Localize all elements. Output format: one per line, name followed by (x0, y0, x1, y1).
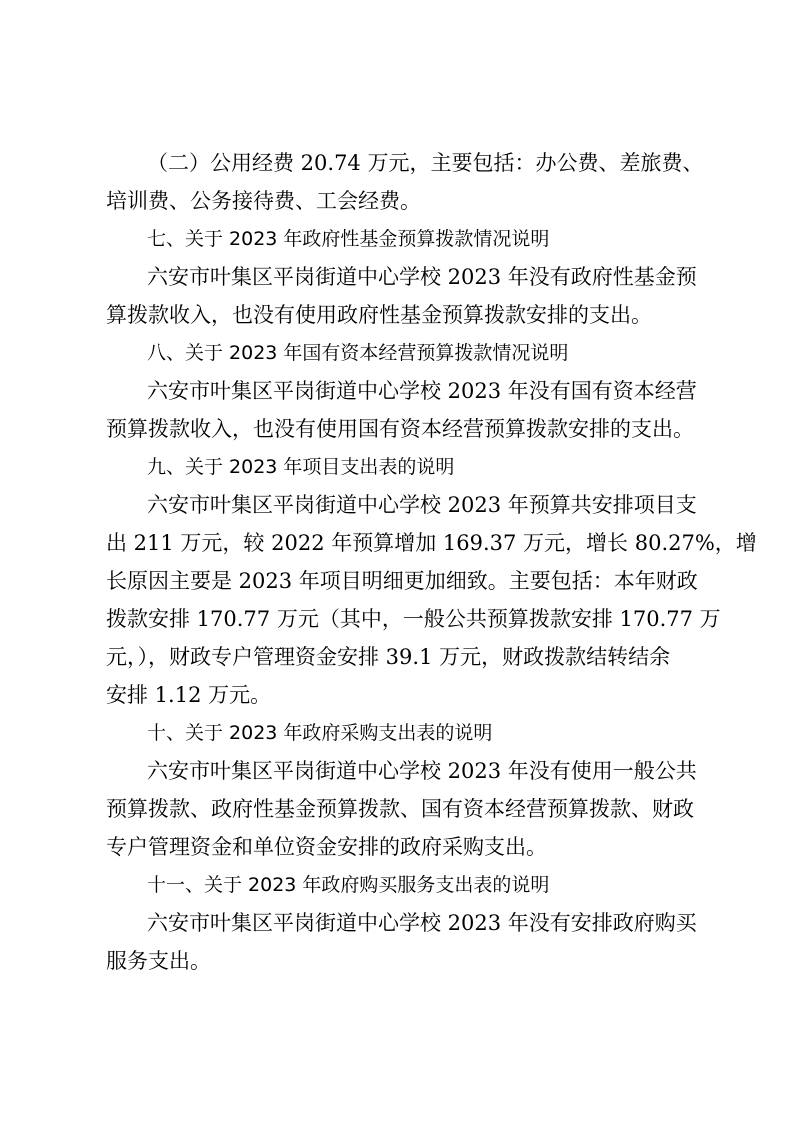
section-heading: 七、关于 2023 年政府性基金预算拨款情况说明 (147, 228, 550, 250)
paragraph-line: 六安市叶集区平岗街道中心学校 2023 年没有安排政府购买 (147, 911, 697, 935)
paragraph-line: （二）公用经费 20.74 万元，主要包括：办公费、差旅费、 (147, 151, 704, 175)
section-heading: 八、关于 2023 年国有资本经营预算拨款情况说明 (147, 342, 569, 364)
paragraph-line: 算拨款收入，也没有使用政府性基金预算拨款安排的支出。 (106, 303, 652, 327)
paragraph-line: 安排 1.12 万元。 (106, 683, 272, 707)
paragraph-line: 预算拨款收入，也没有使用国有资本经营预算拨款安排的支出。 (106, 417, 694, 441)
paragraph-line: 预算拨款、政府性基金预算拨款、国有资本经营预算拨款、财政 (106, 797, 694, 821)
section-heading: 十一、关于 2023 年政府购买服务支出表的说明 (147, 874, 550, 896)
section-heading: 九、关于 2023 年项目支出表的说明 (147, 456, 455, 478)
paragraph-line: 元，），财政专户管理资金安排 39.1 万元，财政拨款结转结余 (106, 645, 671, 669)
paragraph-line: 六安市叶集区平岗街道中心学校 2023 年没有国有资本经营 (147, 379, 697, 403)
paragraph-line: 六安市叶集区平岗街道中心学校 2023 年没有政府性基金预 (147, 265, 697, 289)
paragraph-line: 六安市叶集区平岗街道中心学校 2023 年预算共安排项目支 (147, 493, 697, 517)
paragraph-line: 拨款安排 170.77 万元（其中，一般公共预算拨款安排 170.77 万 (106, 607, 721, 631)
paragraph-line: 培训费、公务接待费、工会经费。 (106, 189, 421, 213)
paragraph-line: 六安市叶集区平岗街道中心学校 2023 年没有使用一般公共 (147, 759, 697, 783)
section-heading: 十、关于 2023 年政府采购支出表的说明 (147, 722, 493, 744)
paragraph-line: 出 211 万元，较 2022 年预算增加 169.37 万元，增长 80.27%，增 (106, 531, 757, 555)
paragraph-line: 专户管理资金和单位资金安排的政府采购支出。 (106, 835, 547, 859)
paragraph-line: 长原因主要是 2023 年项目明细更加细致。主要包括：本年财政 (106, 569, 698, 593)
paragraph-line: 服务支出。 (106, 949, 211, 973)
